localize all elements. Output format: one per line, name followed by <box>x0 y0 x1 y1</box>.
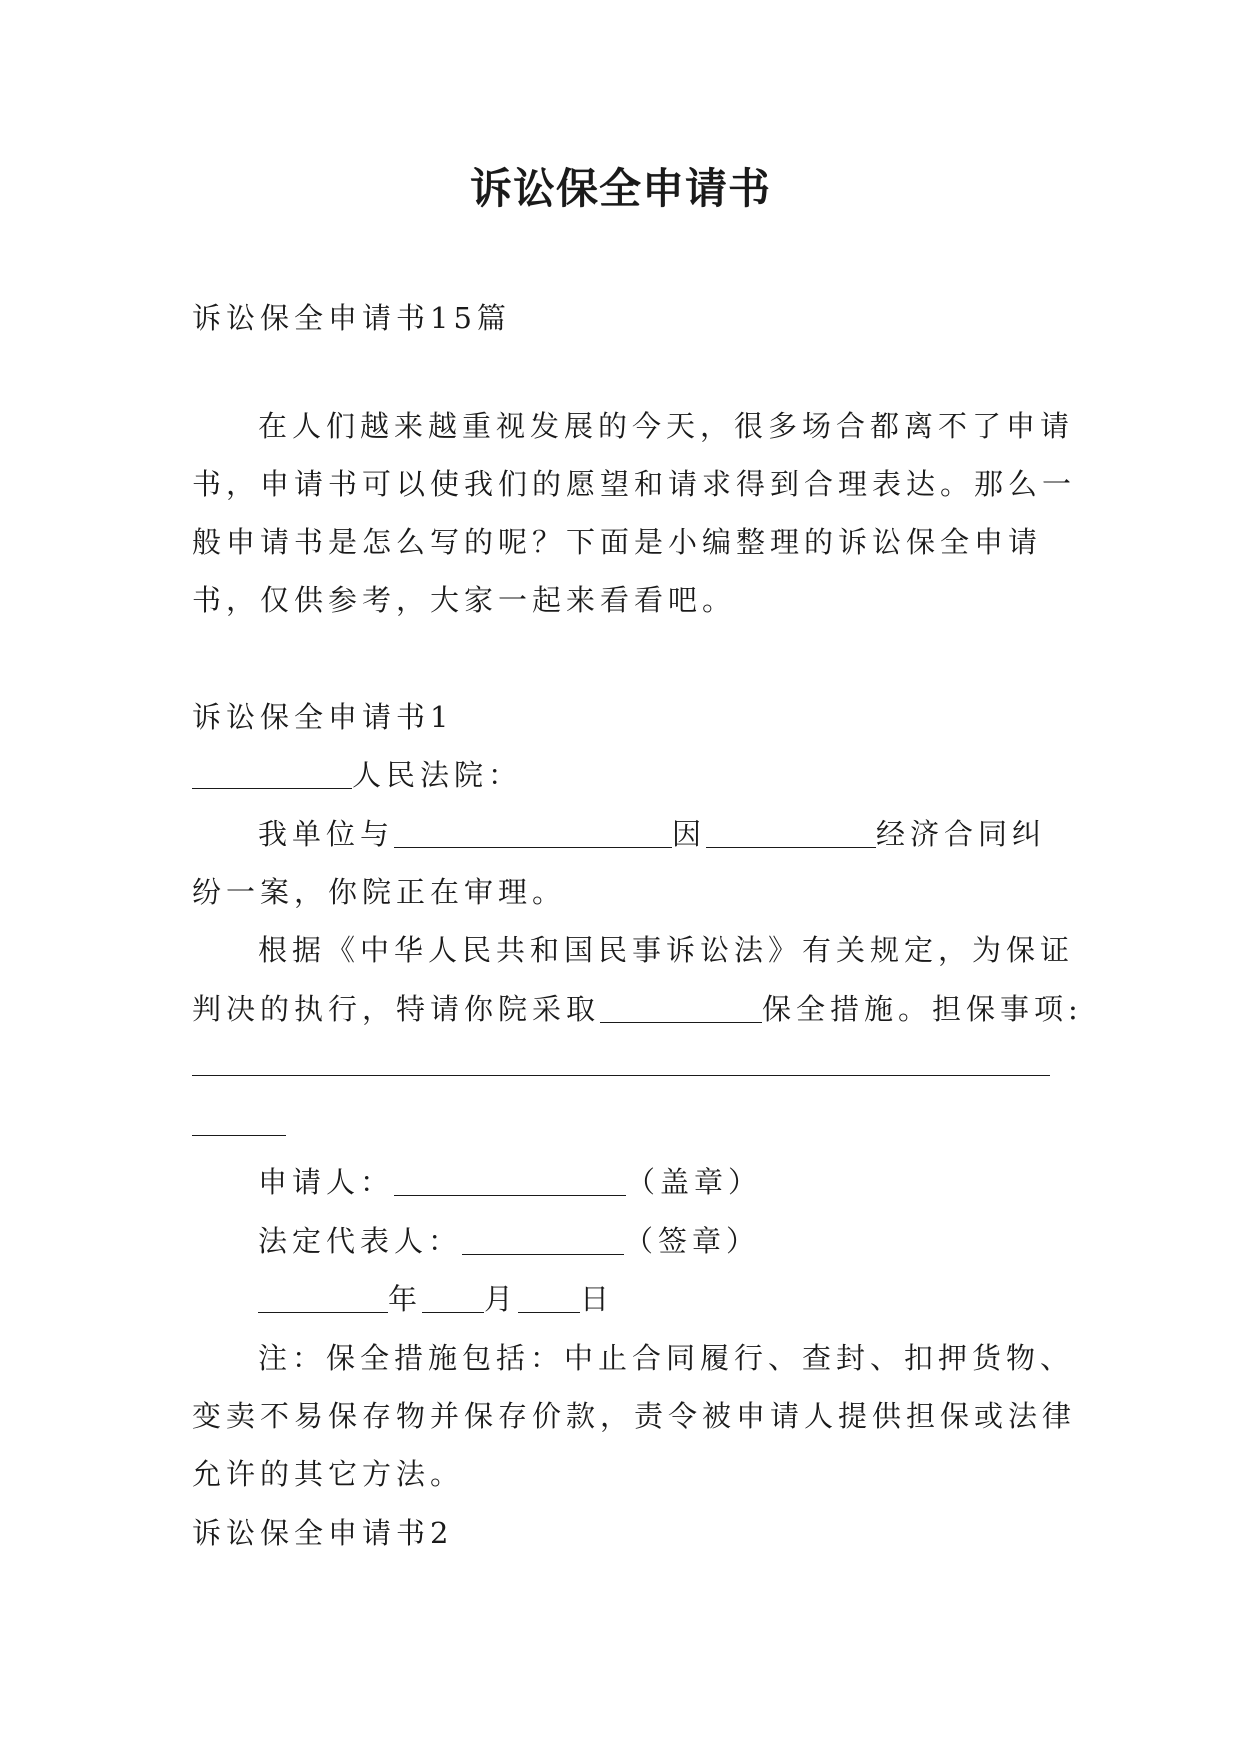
guarantee-rule-1 <box>192 1075 1050 1076</box>
basis-line-1: 根据《中华人民共和国民事诉讼法》有关规定，为保证 <box>258 933 1075 967</box>
document-title: 诉讼保全申请书 <box>469 164 771 213</box>
note-line-1: 注：保全措施包括：中止合同履行、查封、扣押货物、 <box>258 1341 1075 1375</box>
representative-note: （签章） <box>624 1224 761 1258</box>
measure-blank <box>600 994 762 1023</box>
representative-line <box>258 1221 760 1261</box>
case-text-a: 我单位与 <box>258 817 395 851</box>
case-text-b: 因 <box>672 817 707 851</box>
guarantee-rule-2 <box>192 1135 286 1136</box>
basis-text-b: 保全措施。担保事项: <box>762 992 1083 1026</box>
month-blank <box>422 1284 484 1313</box>
court-suffix: 人民法院： <box>352 758 523 792</box>
reason-blank <box>706 819 876 848</box>
intro-line-3: 般申请书是怎么写的呢？下面是小编整理的诉讼保全申请 <box>192 525 1043 559</box>
applicant-line <box>258 1162 762 1202</box>
year-blank <box>258 1284 388 1313</box>
applicant-blank <box>394 1167 626 1196</box>
section-1-heading: 诉讼保全申请书1 <box>192 700 454 734</box>
court-address-line <box>192 755 522 795</box>
representative-blank <box>462 1226 624 1255</box>
applicant-note: （盖章） <box>626 1165 763 1199</box>
applicant-label: 申请人： <box>258 1165 395 1199</box>
year-label: 年 <box>388 1282 423 1316</box>
case-line-1 <box>258 814 1046 854</box>
date-line <box>258 1279 614 1319</box>
court-name-blank <box>192 760 352 789</box>
case-text-c: 经济合同纠 <box>876 817 1047 851</box>
section-2-heading: 诉讼保全申请书2 <box>192 1516 454 1550</box>
basis-text-a: 判决的执行，特请你院采取 <box>192 992 601 1026</box>
note-line-2: 变卖不易保存物并保存价款，责令被申请人提供担保或法律 <box>192 1399 1077 1433</box>
month-label: 月 <box>484 1282 519 1316</box>
party-blank <box>394 819 672 848</box>
intro-line-1: 在人们越来越重视发展的今天，很多场合都离不了申请 <box>258 409 1075 443</box>
day-label: 日 <box>580 1282 615 1316</box>
note-line-3: 允许的其它方法。 <box>192 1457 465 1491</box>
intro-line-2: 书，申请书可以使我们的愿望和请求得到合理表达。那么一 <box>192 467 1077 501</box>
intro-line-4: 书，仅供参考，大家一起来看看吧。 <box>192 583 737 617</box>
basis-line-2 <box>192 989 1083 1029</box>
representative-label: 法定代表人： <box>258 1224 463 1258</box>
case-line-2: 纷一案，你院正在审理。 <box>192 875 567 909</box>
document-subtitle: 诉讼保全申请书15篇 <box>192 301 511 335</box>
day-blank <box>518 1284 580 1313</box>
